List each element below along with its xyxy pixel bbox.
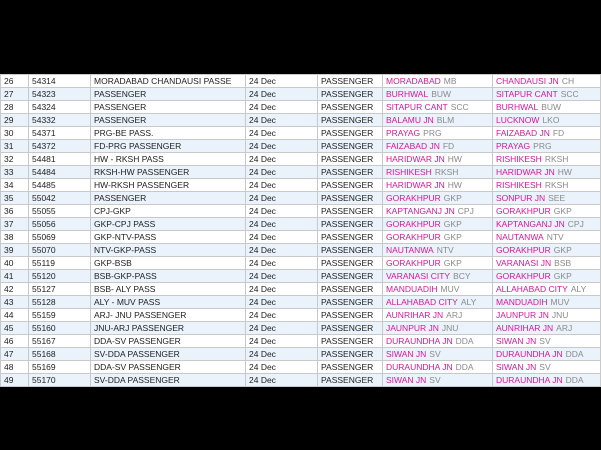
train-number-cell: 54372 — [29, 140, 91, 153]
train-name-cell: PASSENGER — [91, 192, 246, 205]
from-station-cell — [383, 257, 493, 270]
train-name-cell: SV-DDA PASSENGER — [91, 374, 246, 387]
train-name-cell: BSB-GKP-PASS — [91, 270, 246, 283]
from-station-code: CPJ — [457, 206, 474, 216]
serial-number-cell: 45 — [1, 322, 29, 335]
from-station-link[interactable]: MORADABAD — [386, 76, 441, 86]
serial-number-cell: 48 — [1, 361, 29, 374]
table-row[interactable] — [1, 374, 601, 387]
table-row[interactable] — [1, 101, 601, 114]
to-station-link[interactable]: ALLAHABAD CITY — [496, 284, 568, 294]
from-station-code: DDA — [455, 336, 474, 346]
to-station-code: BUW — [541, 102, 562, 112]
from-station-link[interactable]: ALLAHABAD CITY — [386, 297, 458, 307]
to-station-link[interactable]: SIWAN JN — [496, 336, 537, 346]
to-station-code: LKO — [542, 115, 560, 125]
to-station-link[interactable]: DURAUNDHA JN — [496, 375, 563, 385]
serial-number-cell: 35 — [1, 192, 29, 205]
train-name-cell: HW - RKSH PASS — [91, 153, 246, 166]
from-station-link[interactable]: GORAKHPUR — [386, 258, 441, 268]
from-station-link[interactable]: NAUTANWA — [386, 245, 434, 255]
to-station-cell — [493, 114, 601, 127]
to-station-cell — [493, 127, 601, 140]
table-row[interactable] — [1, 283, 601, 296]
train-type-cell: PASSENGER — [318, 322, 383, 335]
from-station-cell — [383, 348, 493, 361]
train-table-frame — [0, 74, 600, 385]
train-number-cell: 55069 — [29, 231, 91, 244]
from-station-cell — [383, 231, 493, 244]
date-cell: 24 Dec — [246, 166, 318, 179]
serial-number-cell: 38 — [1, 231, 29, 244]
train-number-cell: 55128 — [29, 296, 91, 309]
to-station-cell — [493, 244, 601, 257]
serial-number-cell: 34 — [1, 179, 29, 192]
table-row[interactable] — [1, 127, 601, 140]
date-cell: 24 Dec — [246, 101, 318, 114]
to-station-code: FD — [552, 128, 565, 138]
from-station-code: GKP — [443, 193, 462, 203]
train-number-cell: 55120 — [29, 270, 91, 283]
to-station-code: SCC — [560, 89, 579, 99]
date-cell: 24 Dec — [246, 75, 318, 88]
train-number-cell: 54481 — [29, 153, 91, 166]
from-station-code: SV — [429, 375, 441, 385]
date-cell: 24 Dec — [246, 335, 318, 348]
to-station-code: MUV — [550, 297, 570, 307]
from-station-cell — [383, 309, 493, 322]
from-station-link[interactable]: AUNRIHAR JN — [386, 310, 444, 320]
table-row[interactable] — [1, 257, 601, 270]
serial-number-cell: 49 — [1, 374, 29, 387]
train-type-cell: PASSENGER — [318, 283, 383, 296]
train-number-cell: 55127 — [29, 283, 91, 296]
to-station-cell — [493, 75, 601, 88]
table-row[interactable] — [1, 179, 601, 192]
date-cell: 24 Dec — [246, 283, 318, 296]
to-station-cell — [493, 322, 601, 335]
date-cell: 24 Dec — [246, 114, 318, 127]
to-station-code: PRG — [533, 141, 552, 151]
train-type-cell: PASSENGER — [318, 348, 383, 361]
date-cell: 24 Dec — [246, 244, 318, 257]
train-type-cell: PASSENGER — [318, 127, 383, 140]
from-station-code: DDA — [455, 362, 474, 372]
from-station-cell — [383, 322, 493, 335]
train-name-cell: MORADABAD CHANDAUSI PASSE — [91, 75, 246, 88]
train-table-body — [1, 75, 601, 387]
train-type-cell: PASSENGER — [318, 270, 383, 283]
from-station-link[interactable]: BURHWAL — [386, 89, 429, 99]
date-cell: 24 Dec — [246, 179, 318, 192]
from-station-link[interactable]: DURAUNDHA JN — [386, 362, 453, 372]
to-station-cell — [493, 179, 601, 192]
from-station-link[interactable]: SIWAN JN — [386, 349, 427, 359]
to-station-link[interactable]: CHANDAUSI JN — [496, 76, 559, 86]
date-cell: 24 Dec — [246, 361, 318, 374]
from-station-code: SV — [429, 349, 441, 359]
train-number-cell: 54371 — [29, 127, 91, 140]
from-station-cell — [383, 335, 493, 348]
train-number-cell: 55042 — [29, 192, 91, 205]
train-name-cell: PASSENGER — [91, 101, 246, 114]
from-station-cell — [383, 218, 493, 231]
train-type-cell: PASSENGER — [318, 335, 383, 348]
to-station-link[interactable]: RISHIKESH — [496, 154, 542, 164]
from-station-cell — [383, 166, 493, 179]
train-type-cell: PASSENGER — [318, 205, 383, 218]
train-type-cell: PASSENGER — [318, 166, 383, 179]
train-name-cell: ALY - MUV PASS — [91, 296, 246, 309]
from-station-cell — [383, 244, 493, 257]
serial-number-cell: 27 — [1, 88, 29, 101]
serial-number-cell: 32 — [1, 153, 29, 166]
from-station-link[interactable]: SITAPUR CANT — [386, 102, 448, 112]
from-station-code: SCC — [450, 102, 469, 112]
to-station-link[interactable]: JAUNPUR JN — [496, 310, 549, 320]
from-station-cell — [383, 283, 493, 296]
from-station-code: HW — [447, 154, 462, 164]
from-station-cell — [383, 179, 493, 192]
to-station-code: HW — [557, 167, 572, 177]
train-number-cell: 54314 — [29, 75, 91, 88]
to-station-link[interactable]: HARIDWAR JN — [496, 167, 555, 177]
train-number-cell: 54332 — [29, 114, 91, 127]
to-station-cell — [493, 218, 601, 231]
train-type-cell: PASSENGER — [318, 140, 383, 153]
train-name-cell: ARJ- JNU PASSENGER — [91, 309, 246, 322]
table-row[interactable] — [1, 296, 601, 309]
to-station-code: RKSH — [544, 154, 569, 164]
table-row[interactable] — [1, 348, 601, 361]
train-number-cell: 55119 — [29, 257, 91, 270]
from-station-code: ARJ — [446, 310, 463, 320]
train-number-cell: 55169 — [29, 361, 91, 374]
table-row[interactable] — [1, 88, 601, 101]
date-cell: 24 Dec — [246, 153, 318, 166]
serial-number-cell: 46 — [1, 335, 29, 348]
to-station-cell — [493, 88, 601, 101]
from-station-code: BCY — [453, 271, 471, 281]
train-type-cell: PASSENGER — [318, 361, 383, 374]
train-number-cell: 54323 — [29, 88, 91, 101]
serial-number-cell: 33 — [1, 166, 29, 179]
table-row[interactable] — [1, 166, 601, 179]
train-number-cell: 55168 — [29, 348, 91, 361]
from-station-code: GKP — [443, 258, 462, 268]
train-name-cell: RKSH-HW PASSENGER — [91, 166, 246, 179]
to-station-cell — [493, 309, 601, 322]
serial-number-cell: 30 — [1, 127, 29, 140]
to-station-code: CH — [561, 76, 575, 86]
train-name-cell: PRG-BE PASS. — [91, 127, 246, 140]
train-name-cell: NTV-GKP-PASS — [91, 244, 246, 257]
train-type-cell: PASSENGER — [318, 101, 383, 114]
train-type-cell: PASSENGER — [318, 179, 383, 192]
table-row[interactable] — [1, 75, 601, 88]
train-name-cell: DDA-SV PASSENGER — [91, 335, 246, 348]
to-station-cell — [493, 153, 601, 166]
from-station-code: MUV — [440, 284, 460, 294]
to-station-code: RKSH — [544, 180, 569, 190]
to-station-code: GKP — [553, 206, 572, 216]
serial-number-cell: 47 — [1, 348, 29, 361]
train-type-cell: PASSENGER — [318, 244, 383, 257]
table-row[interactable] — [1, 322, 601, 335]
train-number-cell: 55055 — [29, 205, 91, 218]
from-station-code: HW — [447, 180, 462, 190]
train-name-cell: GKP-CPJ PASS — [91, 218, 246, 231]
serial-number-cell: 28 — [1, 101, 29, 114]
to-station-link[interactable]: BURHWAL — [496, 102, 539, 112]
to-station-cell — [493, 335, 601, 348]
to-station-cell — [493, 348, 601, 361]
to-station-code: ARJ — [556, 323, 573, 333]
to-station-code: ALY — [570, 284, 587, 294]
train-number-cell: 54324 — [29, 101, 91, 114]
from-station-cell — [383, 192, 493, 205]
serial-number-cell: 39 — [1, 244, 29, 257]
to-station-cell — [493, 296, 601, 309]
from-station-code: PRG — [423, 128, 442, 138]
to-station-cell — [493, 140, 601, 153]
from-station-cell — [383, 374, 493, 387]
train-number-cell: 55070 — [29, 244, 91, 257]
date-cell: 24 Dec — [246, 257, 318, 270]
from-station-code: RKSH — [434, 167, 459, 177]
train-number-cell: 55056 — [29, 218, 91, 231]
table-row[interactable] — [1, 114, 601, 127]
to-station-code: BSB — [554, 258, 572, 268]
date-cell: 24 Dec — [246, 231, 318, 244]
serial-number-cell: 42 — [1, 283, 29, 296]
to-station-link[interactable]: LUCKNOW — [496, 115, 540, 125]
to-station-cell — [493, 361, 601, 374]
train-name-cell: PASSENGER — [91, 88, 246, 101]
to-station-link[interactable]: SONPUR JN — [496, 193, 546, 203]
from-station-link[interactable]: HARIDWAR JN — [386, 154, 445, 164]
to-station-link[interactable]: AUNRIHAR JN — [496, 323, 554, 333]
from-station-cell — [383, 361, 493, 374]
train-name-cell: JNU-ARJ PASSENGER — [91, 322, 246, 335]
serial-number-cell: 40 — [1, 257, 29, 270]
from-station-cell — [383, 296, 493, 309]
train-table — [0, 74, 601, 387]
from-station-code: JNU — [441, 323, 459, 333]
from-station-code: BLM — [436, 115, 455, 125]
serial-number-cell: 29 — [1, 114, 29, 127]
from-station-cell — [383, 114, 493, 127]
to-station-cell — [493, 166, 601, 179]
train-type-cell: PASSENGER — [318, 75, 383, 88]
to-station-link[interactable]: NAUTANWA — [496, 232, 544, 242]
from-station-link[interactable]: MANDUADIH — [386, 284, 438, 294]
train-name-cell: HW-RKSH PASSENGER — [91, 179, 246, 192]
to-station-cell — [493, 205, 601, 218]
from-station-cell — [383, 101, 493, 114]
train-type-cell: PASSENGER — [318, 153, 383, 166]
to-station-cell — [493, 283, 601, 296]
from-station-link[interactable]: PRAYAG — [386, 128, 421, 138]
date-cell: 24 Dec — [246, 127, 318, 140]
train-name-cell: BSB- ALY PASS — [91, 283, 246, 296]
train-number-cell: 55167 — [29, 335, 91, 348]
train-number-cell: 55160 — [29, 322, 91, 335]
from-station-code: GKP — [443, 232, 462, 242]
to-station-code: DDA — [565, 349, 584, 359]
to-station-link[interactable]: KAPTANGANJ JN — [496, 219, 565, 229]
date-cell: 24 Dec — [246, 270, 318, 283]
from-station-cell — [383, 153, 493, 166]
serial-number-cell: 37 — [1, 218, 29, 231]
to-station-code: SV — [539, 336, 551, 346]
table-row[interactable] — [1, 153, 601, 166]
train-number-cell: 55170 — [29, 374, 91, 387]
to-station-cell — [493, 101, 601, 114]
from-station-code: BUW — [431, 89, 452, 99]
to-station-cell — [493, 270, 601, 283]
date-cell: 24 Dec — [246, 348, 318, 361]
to-station-link[interactable]: FAIZABAD JN — [496, 128, 550, 138]
table-row[interactable] — [1, 140, 601, 153]
from-station-link[interactable]: HARIDWAR JN — [386, 180, 445, 190]
train-type-cell: PASSENGER — [318, 309, 383, 322]
train-type-cell: PASSENGER — [318, 231, 383, 244]
train-number-cell: 54484 — [29, 166, 91, 179]
table-row[interactable] — [1, 335, 601, 348]
table-row[interactable] — [1, 244, 601, 257]
train-name-cell: FD-PRG PASSENGER — [91, 140, 246, 153]
train-name-cell: DDA-SV PASSENGER — [91, 361, 246, 374]
train-type-cell: PASSENGER — [318, 296, 383, 309]
date-cell: 24 Dec — [246, 192, 318, 205]
table-row[interactable] — [1, 218, 601, 231]
to-station-link[interactable]: DURAUNDHA JN — [496, 349, 563, 359]
table-row[interactable] — [1, 361, 601, 374]
from-station-cell — [383, 270, 493, 283]
train-name-cell: GKP-NTV-PASS — [91, 231, 246, 244]
from-station-cell — [383, 205, 493, 218]
to-station-code: GKP — [553, 271, 572, 281]
date-cell: 24 Dec — [246, 374, 318, 387]
to-station-code: CPJ — [567, 219, 584, 229]
table-row[interactable] — [1, 309, 601, 322]
from-station-link[interactable]: BALAMU JN — [386, 115, 434, 125]
date-cell: 24 Dec — [246, 309, 318, 322]
train-name-cell: SV-DDA PASSENGER — [91, 348, 246, 361]
to-station-code: JNU — [551, 310, 569, 320]
train-type-cell: PASSENGER — [318, 257, 383, 270]
train-type-cell: PASSENGER — [318, 88, 383, 101]
train-name-cell: GKP-BSB — [91, 257, 246, 270]
train-type-cell: PASSENGER — [318, 192, 383, 205]
from-station-code: FD — [442, 141, 455, 151]
to-station-code: NTV — [546, 232, 564, 242]
to-station-link[interactable]: SITAPUR CANT — [496, 89, 558, 99]
table-row[interactable] — [1, 192, 601, 205]
to-station-link[interactable]: GORAKHPUR — [496, 245, 551, 255]
train-number-cell: 55159 — [29, 309, 91, 322]
from-station-code: MB — [443, 76, 457, 86]
from-station-link[interactable]: SIWAN JN — [386, 375, 427, 385]
from-station-code: NTV — [436, 245, 454, 255]
from-station-link[interactable]: DURAUNDHA JN — [386, 336, 453, 346]
serial-number-cell: 26 — [1, 75, 29, 88]
serial-number-cell: 43 — [1, 296, 29, 309]
date-cell: 24 Dec — [246, 205, 318, 218]
to-station-code: DDA — [565, 375, 584, 385]
to-station-cell — [493, 257, 601, 270]
train-name-cell: PASSENGER — [91, 114, 246, 127]
to-station-link[interactable]: PRAYAG — [496, 141, 531, 151]
to-station-code: SV — [539, 362, 551, 372]
to-station-cell — [493, 231, 601, 244]
serial-number-cell: 44 — [1, 309, 29, 322]
table-row[interactable] — [1, 231, 601, 244]
to-station-code: GKP — [553, 245, 572, 255]
to-station-link[interactable]: VARANASI JN — [496, 258, 552, 268]
from-station-code: GKP — [443, 219, 462, 229]
to-station-link[interactable]: RISHIKESH — [496, 180, 542, 190]
to-station-link[interactable]: SIWAN JN — [496, 362, 537, 372]
table-row[interactable] — [1, 205, 601, 218]
from-station-link[interactable]: GORAKHPUR — [386, 232, 441, 242]
date-cell: 24 Dec — [246, 218, 318, 231]
train-name-cell: CPJ-GKP — [91, 205, 246, 218]
from-station-cell — [383, 127, 493, 140]
to-station-cell — [493, 192, 601, 205]
to-station-link[interactable]: GORAKHPUR — [496, 271, 551, 281]
serial-number-cell: 36 — [1, 205, 29, 218]
from-station-code: ALY — [460, 297, 477, 307]
to-station-link[interactable]: GORAKHPUR — [496, 206, 551, 216]
from-station-cell — [383, 75, 493, 88]
date-cell: 24 Dec — [246, 88, 318, 101]
date-cell: 24 Dec — [246, 296, 318, 309]
from-station-link[interactable]: GORAKHPUR — [386, 193, 441, 203]
from-station-link[interactable]: FAIZABAD JN — [386, 141, 440, 151]
date-cell: 24 Dec — [246, 322, 318, 335]
train-number-cell: 54485 — [29, 179, 91, 192]
train-type-cell: PASSENGER — [318, 218, 383, 231]
train-type-cell: PASSENGER — [318, 114, 383, 127]
from-station-link[interactable]: KAPTANGANJ JN — [386, 206, 455, 216]
date-cell: 24 Dec — [246, 140, 318, 153]
serial-number-cell: 31 — [1, 140, 29, 153]
from-station-cell — [383, 88, 493, 101]
table-row[interactable] — [1, 270, 601, 283]
to-station-cell — [493, 374, 601, 387]
from-station-link[interactable]: JAUNPUR JN — [386, 323, 439, 333]
from-station-link[interactable]: VARANASI CITY — [386, 271, 451, 281]
to-station-code: SEE — [548, 193, 566, 203]
serial-number-cell: 41 — [1, 270, 29, 283]
to-station-link[interactable]: MANDUADIH — [496, 297, 548, 307]
from-station-link[interactable]: GORAKHPUR — [386, 219, 441, 229]
from-station-cell — [383, 140, 493, 153]
from-station-link[interactable]: RISHIKESH — [386, 167, 432, 177]
train-type-cell: PASSENGER — [318, 374, 383, 387]
